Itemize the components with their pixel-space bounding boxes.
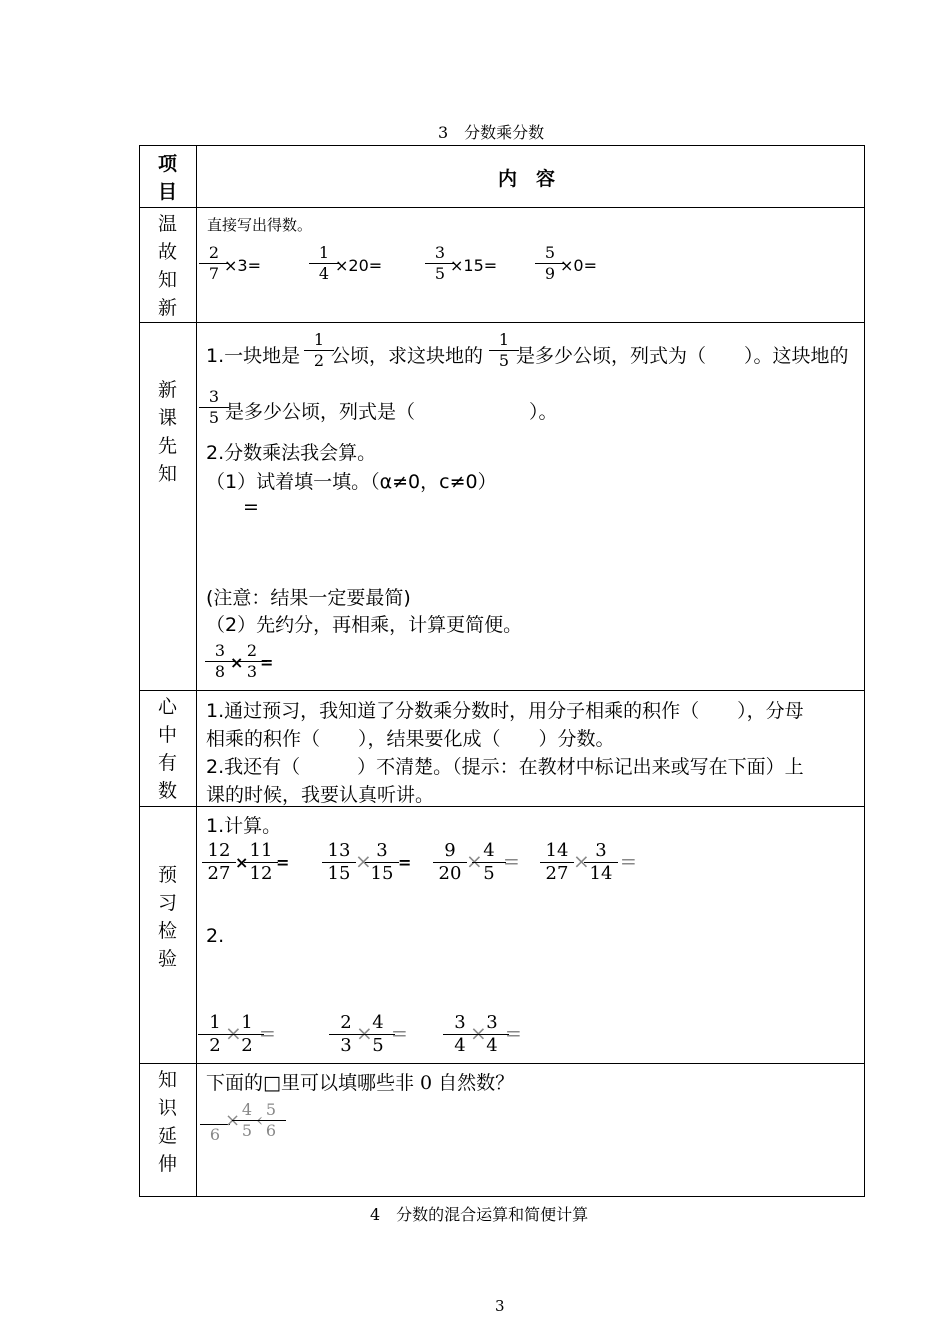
check-times: × xyxy=(355,849,372,873)
preview-q1-text-b: 公顷，求这块地的 xyxy=(331,345,484,367)
mind-line-4: 课的时候，我要认真听讲。 xyxy=(206,784,435,806)
check-times: × xyxy=(573,849,590,873)
preview-q1-fraction-1: $\frac{1}{2}$ xyxy=(304,330,334,371)
mind-line-3: 2.我还有（ ）不清楚。（提示：在教材中标记出来或写在下面）上 xyxy=(206,756,804,778)
check-equals: = xyxy=(398,853,412,872)
check-fraction: $\frac{3}{15}$ xyxy=(365,840,399,885)
check-equals: = xyxy=(276,853,290,872)
check-fraction: $\frac{11}{12}$ xyxy=(244,840,278,885)
check-fraction: $\frac{3}{4}$ xyxy=(443,1012,477,1057)
preview-example-fraction-1: $\frac{3}{8}$ xyxy=(205,641,235,682)
page-number: 3 xyxy=(495,1297,505,1315)
check-times: × xyxy=(466,849,483,873)
lesson-3-title: 3 分数乘分数 xyxy=(438,123,545,142)
check-equals: = xyxy=(391,1021,408,1045)
extend-question: 下面的□里可以填哪些非 0 自然数？ xyxy=(206,1072,515,1094)
warmup-expression-tail: ×15= xyxy=(450,256,498,275)
check-fraction: $\frac{13}{15}$ xyxy=(322,840,356,885)
check-fraction: $\frac{4}{5}$ xyxy=(361,1012,395,1057)
check-q1: 1.计算。 xyxy=(206,815,282,837)
check-fraction: $\frac{1}{2}$ xyxy=(198,1012,232,1057)
warmup-label: 温 故 知 新 xyxy=(157,213,177,319)
check-fraction: $\frac{14}{27}$ xyxy=(540,840,574,885)
extend-fraction-1: $\frac{4}{5}$ xyxy=(232,1100,262,1141)
preview-note: (注意：结果一定要最简) xyxy=(206,587,411,609)
warmup-fraction: $\frac{1}{4}$ xyxy=(309,243,339,284)
preview-q1-text-d: 是多少公顷，列式是（ ）。 xyxy=(225,401,558,423)
check-fraction: $\frac{3}{14}$ xyxy=(584,840,618,885)
check-times: × xyxy=(225,1021,242,1045)
check-equals: = xyxy=(503,849,520,873)
check-equals: = xyxy=(505,1021,522,1045)
preview-equals: = xyxy=(243,496,259,518)
check-fraction: $\frac{9}{20}$ xyxy=(433,840,467,885)
lesson-4-title: 4 分数的混合运算和简便计算 xyxy=(370,1205,589,1224)
check-fraction: $\frac{12}{27}$ xyxy=(202,840,236,885)
preview-q2-1: （1）试着填一填。（α≠0，c≠0） xyxy=(206,471,497,493)
preview-q1-text-c: 是多少公顷，列式为（ ）。这块地的 xyxy=(516,345,849,367)
warmup-instruction: 直接写出得数。 xyxy=(207,216,313,234)
warmup-fraction: $\frac{3}{5}$ xyxy=(425,243,455,284)
check-equals: = xyxy=(259,1021,276,1045)
check-times: × xyxy=(235,853,249,872)
preview-label: 新 课 先 知 xyxy=(157,379,177,485)
check-times: × xyxy=(356,1021,373,1045)
preview-q2-2: （2）先约分，再相乘，计算更简便。 xyxy=(206,614,523,636)
extend-label: 知 识 延 伸 xyxy=(157,1069,177,1175)
check-label: 预 习 检 验 xyxy=(157,864,177,970)
warmup-expression-tail: ×20= xyxy=(335,256,383,275)
mind-line-1: 1.通过预习，我知道了分数乘分数时，用分子相乘的积作（ ），分母 xyxy=(206,700,804,722)
warmup-fraction: $\frac{2}{7}$ xyxy=(199,243,229,284)
preview-q1-text-a: 1.一块地是 xyxy=(206,345,301,367)
header-content: 内 容 xyxy=(498,168,556,190)
header-item: 项 目 xyxy=(157,153,177,203)
mind-label: 心 中 有 数 xyxy=(157,696,177,802)
check-q2: 2. xyxy=(206,925,225,947)
preview-example-equals: = xyxy=(260,653,274,672)
preview-q2: 2.分数乘法我会算。 xyxy=(206,442,377,464)
check-fraction: $\frac{3}{4}$ xyxy=(475,1012,509,1057)
preview-example-fraction-2: $\frac{2}{3}$ xyxy=(237,641,267,682)
check-equals: = xyxy=(620,849,637,873)
check-fraction: $\frac{4}{5}$ xyxy=(472,840,506,885)
check-times: × xyxy=(470,1021,487,1045)
preview-example-times: × xyxy=(230,653,244,672)
extend-fraction-2: $\frac{5}{6}$ xyxy=(256,1100,286,1141)
extend-fraction-blank: 6 xyxy=(200,1104,230,1145)
check-fraction: $\frac{1}{2}$ xyxy=(230,1012,264,1057)
warmup-expression-tail: ×3= xyxy=(224,256,261,275)
warmup-fraction: $\frac{5}{9}$ xyxy=(535,243,565,284)
preview-q1-fraction-3: $\frac{3}{5}$ xyxy=(199,387,229,428)
check-fraction: $\frac{2}{3}$ xyxy=(329,1012,363,1057)
warmup-expression-tail: ×0= xyxy=(560,256,597,275)
preview-q1-fraction-2: $\frac{1}{5}$ xyxy=(489,330,519,371)
extend-times: × xyxy=(225,1110,241,1131)
extend-less-than: ‹ xyxy=(256,1110,264,1131)
mind-line-2: 相乘的积作（ ），结果要化成（ ）分数。 xyxy=(206,728,615,750)
